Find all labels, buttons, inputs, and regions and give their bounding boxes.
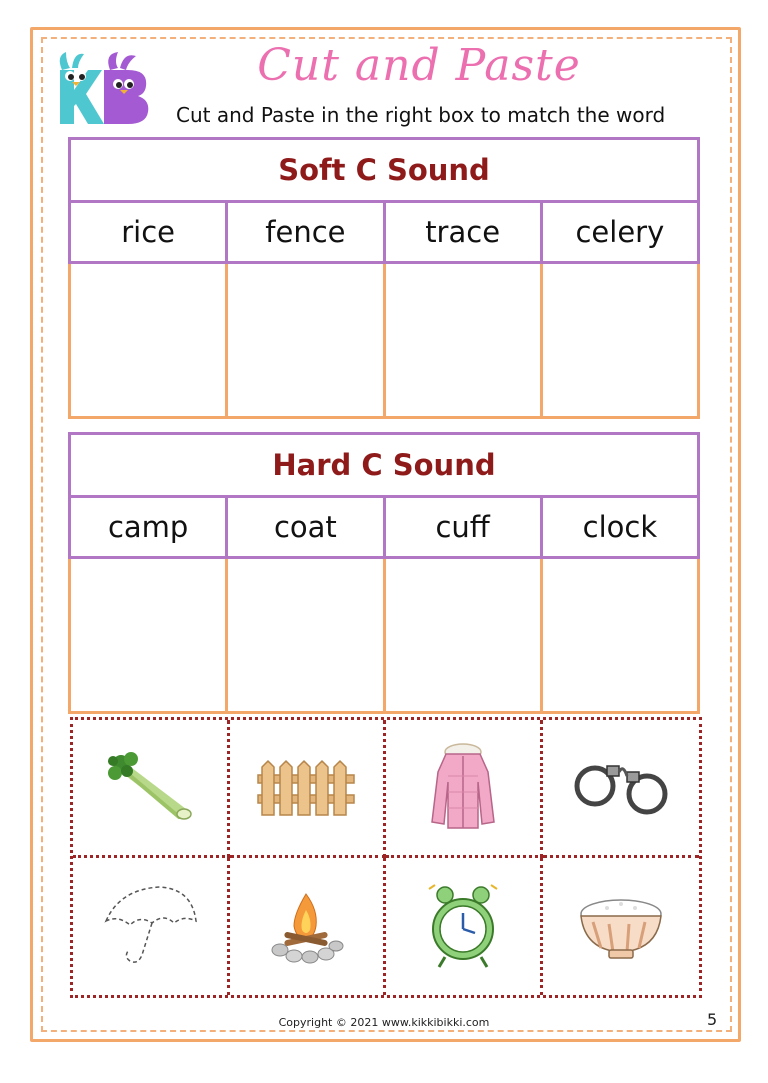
soft-c-heading: Soft C Sound [70,139,699,202]
cutout-card[interactable] [386,720,543,858]
soft-c-word: rice [70,202,227,263]
hard-c-word: clock [541,497,698,558]
paste-box[interactable] [227,558,384,713]
paste-box[interactable] [70,263,227,418]
worksheet-instructions: Cut and Paste in the right box to match the word [176,103,666,127]
cutout-card[interactable] [73,858,230,996]
alarm-clock-icon [423,881,503,971]
soft-c-word: trace [384,202,541,263]
cutout-card[interactable] [230,720,387,858]
paste-box[interactable] [70,558,227,713]
cutout-card[interactable] [543,720,700,858]
paste-box[interactable] [384,558,541,713]
campfire-icon [266,886,346,966]
hard-c-word: cuff [384,497,541,558]
cutout-card[interactable] [230,858,387,996]
hard-c-word: coat [227,497,384,558]
hard-c-table [68,432,700,714]
cutout-card[interactable] [543,858,700,996]
cutout-card[interactable] [73,720,230,858]
hard-c-heading: Hard C Sound [70,434,699,497]
paste-box[interactable] [541,558,698,713]
rice-bowl-icon [571,886,671,966]
celery-icon [105,747,195,827]
coat-icon [428,742,498,832]
cutout-grid [70,717,702,998]
handcuffs-icon [571,752,671,822]
umbrella-trace-icon [100,881,200,971]
hard-c-word: camp [70,497,227,558]
page-number: 5 [707,1010,718,1029]
soft-c-word: fence [227,202,384,263]
soft-c-table [68,137,700,419]
paste-box[interactable] [227,263,384,418]
worksheet-title: Cut and Paste [257,40,581,91]
paste-box[interactable] [384,263,541,418]
cutout-card[interactable] [386,858,543,996]
fence-icon [256,757,356,817]
soft-c-word: celery [541,202,698,263]
copyright-footer: Copyright © 2021 www.kikkibikki.com [278,1016,490,1029]
paste-box[interactable] [541,263,698,418]
